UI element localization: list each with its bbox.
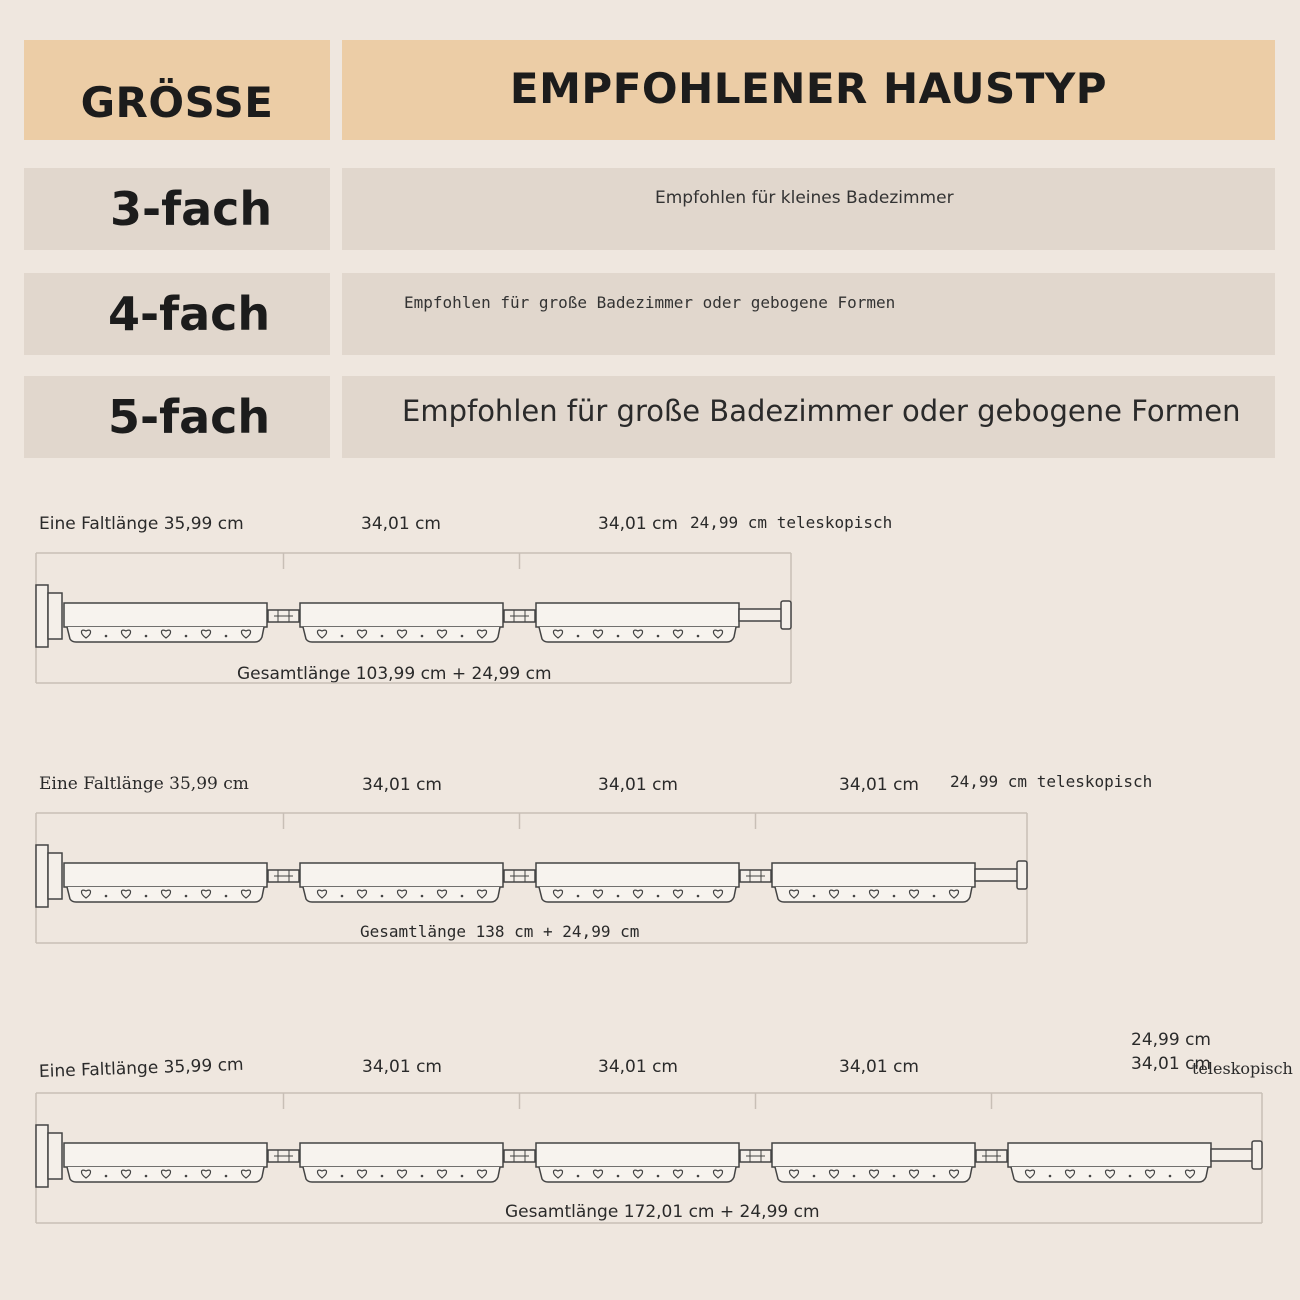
tray-dot [657, 1175, 660, 1178]
rod-segment [64, 863, 267, 887]
telescopic-rod [975, 869, 1019, 881]
tray-dot [381, 895, 384, 898]
tray-dot [697, 1175, 700, 1178]
rod-tray [1011, 1167, 1208, 1182]
tray-dot [341, 1175, 344, 1178]
tray-dot [933, 895, 936, 898]
tray-dot [341, 895, 344, 898]
telescopic-rod [739, 609, 783, 621]
mount-bracket [48, 1133, 62, 1179]
tray-dot [1169, 1175, 1172, 1178]
tray-dot [185, 635, 188, 638]
d3-telescopic-word: teleskopisch [1192, 1059, 1293, 1078]
tray-dot [381, 1175, 384, 1178]
d2-segment-label: 34,01 cm [362, 775, 442, 795]
rod-diagram-5-fold [0, 1085, 1300, 1225]
tray-dot [577, 895, 580, 898]
d2-total-label: Gesamtlänge 138 cm + 24,99 cm [360, 922, 640, 941]
tray-dot [225, 1175, 228, 1178]
tray-dot [577, 1175, 580, 1178]
tray-dot [145, 895, 148, 898]
rod-diagram-4-fold [0, 805, 1300, 945]
tray-dot [421, 635, 424, 638]
d2-first-fold-label: Eine Faltlänge 35,99 cm [39, 774, 249, 794]
d2-telescopic-label: 24,99 cm teleskopisch [950, 772, 1153, 791]
d1-first-fold-label: Eine Faltlänge 35,99 cm [39, 514, 244, 534]
tray-dot [461, 895, 464, 898]
rod-segment [1008, 1143, 1211, 1167]
rod-segment [772, 863, 975, 887]
rod-tray [303, 1167, 500, 1182]
rod-tray [67, 1167, 264, 1182]
mount-bracket [48, 593, 62, 639]
tray-dot [657, 635, 660, 638]
d3-segment-label: 34,01 cm [839, 1057, 919, 1077]
d3-telescopic-length-label: 24,99 cm [1131, 1030, 1211, 1050]
d2-segment-label: 34,01 cm [839, 775, 919, 795]
tray-dot [185, 1175, 188, 1178]
rod-segment [772, 1143, 975, 1167]
rod-diagram-3-fold [0, 545, 1300, 685]
rod-segment [300, 863, 503, 887]
tray-dot [105, 895, 108, 898]
tray-dot [657, 895, 660, 898]
row-3-size-cell [24, 168, 330, 250]
tray-dot [1049, 1175, 1052, 1178]
rod-tray [303, 627, 500, 642]
rod-tray [775, 887, 972, 902]
header-size-cell [24, 40, 330, 140]
tray-dot [617, 635, 620, 638]
row-5-size-cell [24, 376, 330, 458]
tray-dot [421, 1175, 424, 1178]
row-3-size-label: 3-fach [110, 182, 273, 236]
rod-segment [64, 603, 267, 627]
header-type-cell [342, 40, 1275, 140]
d3-segment-label: 34,01 cm [598, 1057, 678, 1077]
row-5-type-label: Empfohlen für große Badezimmer oder gebogene Formen [402, 394, 1241, 428]
tray-dot [617, 895, 620, 898]
d1-segment-label: 34,01 cm [361, 514, 441, 534]
tray-dot [893, 1175, 896, 1178]
tray-dot [105, 1175, 108, 1178]
tray-dot [145, 1175, 148, 1178]
row-4-type-label: Empfohlen für große Badezimmer oder gebogene Formen [404, 293, 896, 312]
tray-dot [225, 895, 228, 898]
tray-dot [577, 635, 580, 638]
d1-segment-label: 34,01 cm [598, 514, 678, 534]
tray-dot [813, 1175, 816, 1178]
rod-segment [536, 1143, 739, 1167]
rod-segment [536, 603, 739, 627]
d3-first-fold-label: Eine Faltlänge 35,99 cm [38, 1054, 244, 1082]
tray-dot [461, 1175, 464, 1178]
d3-total-label: Gesamtlänge 172,01 cm + 24,99 cm [505, 1202, 820, 1222]
rod-tray [775, 1167, 972, 1182]
tray-dot [853, 895, 856, 898]
telescopic-rod [1211, 1149, 1254, 1161]
rod-tray [67, 887, 264, 902]
tray-dot [1089, 1175, 1092, 1178]
tray-dot [617, 1175, 620, 1178]
tray-dot [461, 635, 464, 638]
row-5-type-cell [342, 376, 1275, 458]
tray-dot [697, 895, 700, 898]
tray-dot [893, 895, 896, 898]
rod-segment [536, 863, 739, 887]
d2-segment-label: 34,01 cm [598, 775, 678, 795]
row-4-size-cell [24, 273, 330, 355]
tray-dot [421, 895, 424, 898]
d1-total-label: Gesamtlänge 103,99 cm + 24,99 cm [237, 664, 552, 684]
tray-dot [105, 635, 108, 638]
tray-dot [381, 635, 384, 638]
rod-segment [300, 1143, 503, 1167]
tray-dot [1129, 1175, 1132, 1178]
row-4-type-cell [342, 273, 1275, 355]
tray-dot [185, 895, 188, 898]
row-3-type-cell [342, 168, 1275, 250]
row-5-size-label: 5-fach [108, 390, 271, 444]
tray-dot [697, 635, 700, 638]
rod-tray [67, 627, 264, 642]
wall-mount [36, 845, 48, 907]
tray-dot [341, 635, 344, 638]
d1-telescopic-label: 24,99 cm teleskopisch [690, 513, 893, 532]
rod-end-cap [1252, 1141, 1262, 1169]
tray-dot [853, 1175, 856, 1178]
tray-dot [145, 635, 148, 638]
header-size-label: GRÖSSE [80, 77, 274, 127]
row-4-size-label: 4-fach [108, 287, 271, 341]
tray-dot [813, 895, 816, 898]
mount-bracket [48, 853, 62, 899]
rod-segment [300, 603, 503, 627]
d3-last-segment-label: 34,01 cm [1131, 1054, 1211, 1074]
tray-dot [225, 635, 228, 638]
rod-tray [539, 887, 736, 902]
rod-tray [539, 1167, 736, 1182]
rod-tray [539, 627, 736, 642]
d3-segment-label: 34,01 cm [362, 1057, 442, 1077]
wall-mount [36, 585, 48, 647]
rod-end-cap [781, 601, 791, 629]
tray-dot [933, 1175, 936, 1178]
row-3-type-label: Empfohlen für kleines Badezimmer [655, 188, 954, 208]
wall-mount [36, 1125, 48, 1187]
rod-end-cap [1017, 861, 1027, 889]
rod-segment [64, 1143, 267, 1167]
rod-tray [303, 887, 500, 902]
header-type-label: EMPFOHLENER HAUSTYP [509, 63, 1108, 113]
